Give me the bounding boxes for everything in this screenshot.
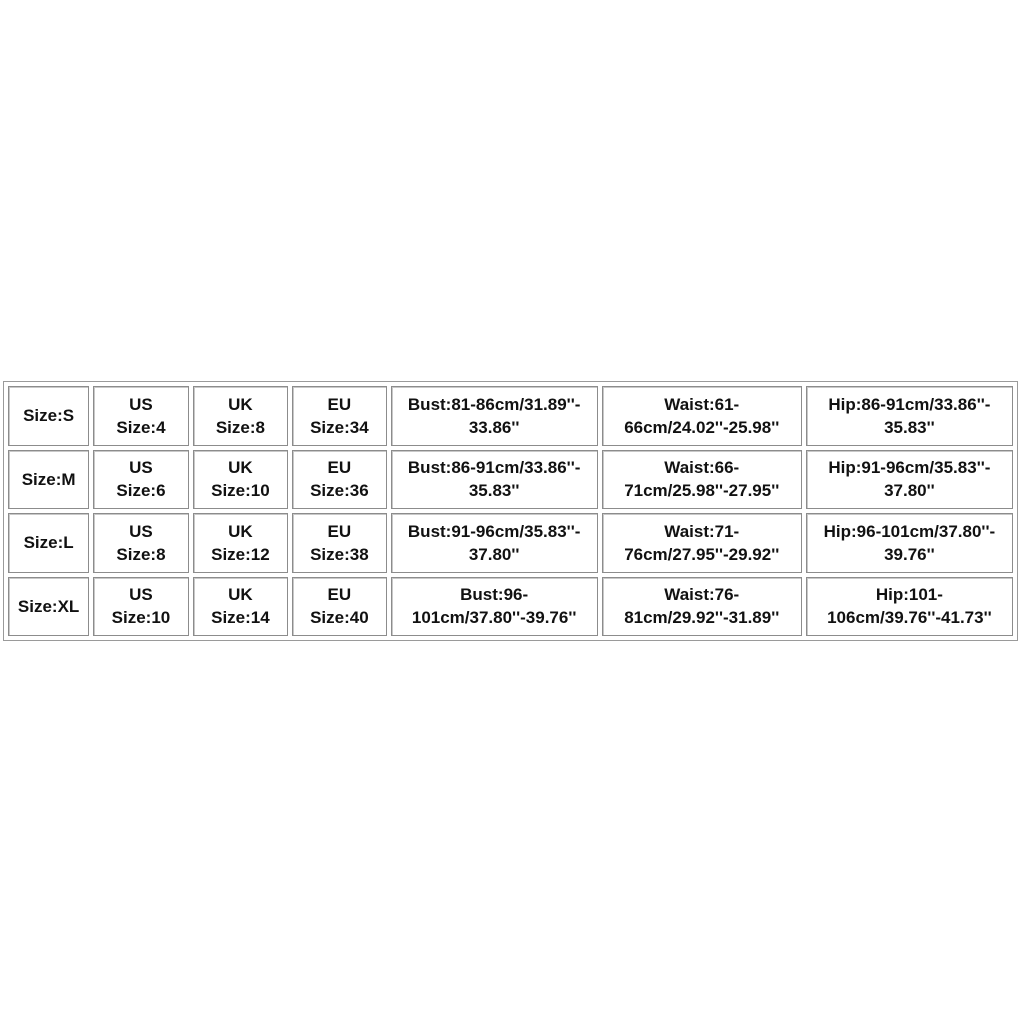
hip-line-2: 39.76'' [884, 544, 935, 564]
size-cell [8, 577, 89, 637]
waist-cell [602, 450, 802, 510]
bust-line-2: 33.86'' [468, 417, 520, 437]
eu-size-value: Size:40 [310, 608, 369, 628]
hip-cell [806, 513, 1013, 573]
us-size-value: Size:4 [116, 417, 166, 437]
size-chart-table [3, 381, 1018, 641]
uk-label: UK [228, 394, 253, 414]
bust-line-2: 35.83'' [468, 481, 520, 501]
size-label: Size:M [21, 469, 76, 489]
size-cell [8, 386, 89, 446]
waist-cell [602, 513, 802, 573]
size-row-s [8, 386, 1013, 446]
size-label: Size:XL [17, 596, 80, 616]
bust-cell [391, 386, 598, 446]
waist-line-1: Waist:76- [664, 585, 740, 605]
us-label: US [129, 394, 153, 414]
uk-label: UK [228, 521, 253, 541]
waist-line-1: Waist:66- [664, 458, 740, 478]
us-label: US [129, 458, 153, 478]
eu-label: EU [327, 394, 352, 414]
size-label: Size:S [23, 406, 75, 426]
hip-cell [806, 577, 1013, 637]
us-label: US [129, 585, 153, 605]
bust-line-1: Bust:81-86cm/31.89''- [407, 394, 581, 414]
us-size-cell [93, 450, 188, 510]
uk-size-cell [193, 513, 288, 573]
bust-line-2: 37.80'' [468, 544, 520, 564]
waist-line-2: 66cm/24.02''-25.98'' [624, 417, 780, 437]
us-size-value: Size:6 [116, 481, 166, 501]
bust-line-2: 101cm/37.80''-39.76'' [411, 608, 577, 628]
hip-line-2: 106cm/39.76''-41.73'' [827, 608, 992, 628]
hip-cell [806, 450, 1013, 510]
uk-size-value: Size:8 [215, 417, 265, 437]
bust-cell [391, 450, 598, 510]
bust-line-1: Bust:86-91cm/33.86''- [407, 458, 581, 478]
uk-label: UK [228, 458, 253, 478]
size-label: Size:L [23, 533, 74, 553]
us-size-cell [93, 577, 188, 637]
eu-size-value: Size:36 [310, 481, 369, 501]
hip-line-2: 37.80'' [884, 481, 935, 501]
eu-size-value: Size:38 [310, 544, 369, 564]
bust-cell [391, 513, 598, 573]
uk-size-value: Size:10 [211, 481, 270, 501]
eu-size-cell [292, 386, 386, 446]
us-size-value: Size:10 [111, 608, 171, 628]
uk-size-cell [193, 577, 288, 637]
size-row-m [8, 450, 1013, 510]
waist-cell [602, 577, 802, 637]
size-cell [8, 513, 89, 573]
us-label: US [129, 521, 153, 541]
uk-size-value: Size:12 [211, 544, 270, 564]
eu-label: EU [327, 585, 352, 605]
hip-line-1: Hip:86-91cm/33.86''- [828, 394, 991, 414]
waist-line-2: 76cm/27.95''-29.92'' [624, 544, 780, 564]
size-cell [8, 450, 89, 510]
waist-line-2: 71cm/25.98''-27.95'' [624, 481, 780, 501]
bust-line-1: Bust:91-96cm/35.83''- [407, 521, 581, 541]
bust-line-1: Bust:96- [460, 585, 529, 605]
bust-cell [391, 577, 598, 637]
us-size-cell [93, 513, 188, 573]
eu-size-cell [292, 513, 386, 573]
uk-size-cell [193, 386, 288, 446]
waist-line-2: 81cm/29.92''-31.89'' [624, 608, 780, 628]
uk-size-value: Size:14 [211, 608, 270, 628]
hip-line-1: Hip:101- [875, 585, 943, 605]
size-row-l [8, 513, 1013, 573]
eu-size-cell [292, 577, 386, 637]
eu-size-value: Size:34 [310, 417, 369, 437]
waist-line-1: Waist:61- [664, 394, 740, 414]
us-size-cell [93, 386, 188, 446]
hip-line-1: Hip:91-96cm/35.83''- [828, 458, 991, 478]
waist-cell [602, 386, 802, 446]
eu-label: EU [327, 521, 352, 541]
us-size-value: Size:8 [116, 544, 166, 564]
eu-size-cell [292, 450, 386, 510]
size-row-xl [8, 577, 1013, 637]
hip-line-2: 35.83'' [884, 417, 935, 437]
hip-line-1: Hip:96-101cm/37.80''- [823, 521, 996, 541]
hip-cell [806, 386, 1013, 446]
uk-size-cell [193, 450, 288, 510]
waist-line-1: Waist:71- [664, 521, 740, 541]
eu-label: EU [327, 458, 352, 478]
uk-label: UK [228, 585, 253, 605]
